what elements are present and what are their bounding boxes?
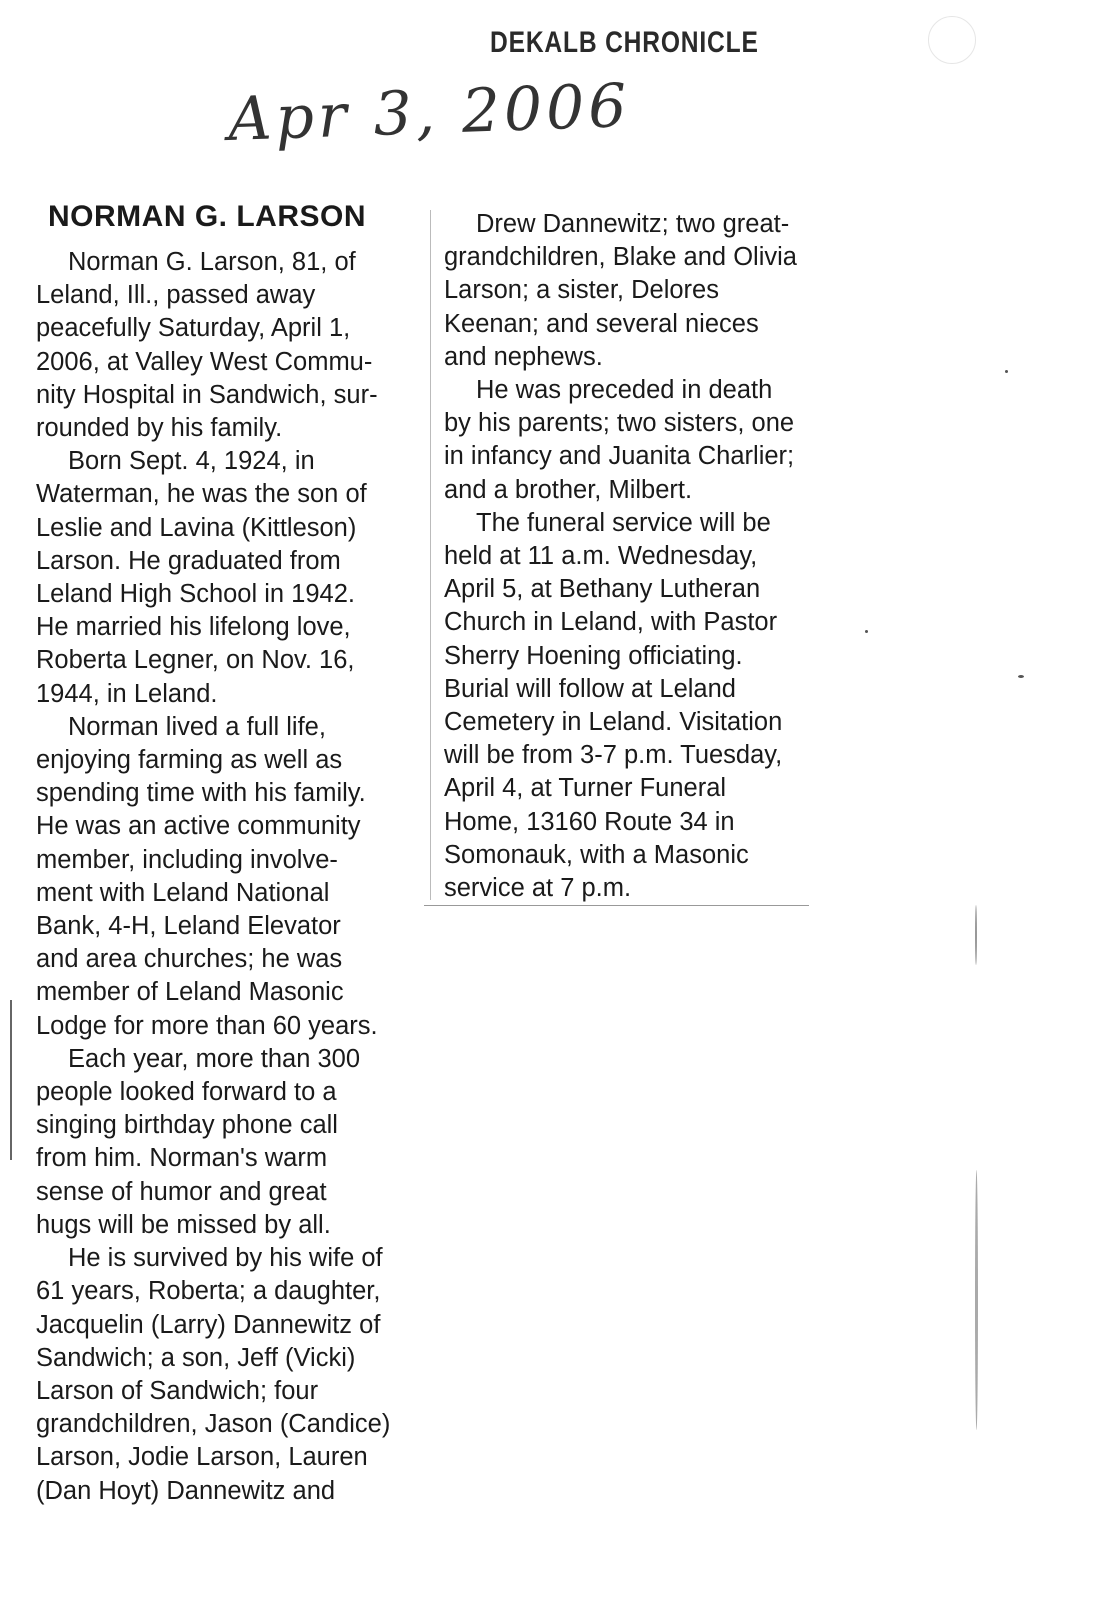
text-line: and a brother, Milbert.	[444, 475, 693, 504]
text-line: will be from 3-7 p.m. Tuesday,	[444, 741, 783, 770]
text-line: Roberta Legner, on Nov. 16,	[36, 646, 355, 675]
article-column-2	[444, 208, 824, 905]
text-line: people looked forward to a	[36, 1078, 337, 1107]
text-line: Larson. He graduated from	[36, 546, 341, 575]
text-line: singing birthday phone call	[36, 1111, 338, 1140]
text-line: enjoying farming as well as	[36, 746, 343, 775]
text-line: Burial will follow at Leland	[444, 674, 736, 703]
text-line: Leland, Ill., passed away	[36, 281, 316, 310]
paragraph	[36, 246, 406, 445]
text-line: nity Hospital in Sandwich, sur-	[36, 380, 378, 409]
scan-speck	[1005, 370, 1008, 373]
text-line: Norman lived a full life,	[68, 712, 326, 741]
clipping-edge-left	[10, 1000, 12, 1160]
article-column-1	[36, 246, 406, 1508]
text-line: ment with Leland National	[36, 878, 330, 907]
text-line: Bank, 4-H, Leland Elevator	[36, 912, 341, 941]
text-line: 61 years, Roberta; a daughter,	[36, 1277, 381, 1306]
text-line: Somonauk, with a Masonic	[444, 840, 749, 869]
text-line: member, including involve-	[36, 845, 338, 874]
text-line: April 4, at Turner Funeral	[444, 774, 727, 803]
text-line: Jacquelin (Larry) Dannewitz of	[36, 1310, 381, 1339]
text-line: grandchildren, Blake and Olivia	[444, 243, 797, 272]
paragraph	[36, 1043, 406, 1242]
text-line: The funeral service will be	[476, 508, 771, 537]
scan-speck	[1018, 675, 1024, 678]
publication-name: DEKALB CHRONICLE	[490, 26, 759, 59]
text-line: Leslie and Lavina (Kittleson)	[36, 513, 357, 542]
text-line: Leland High School in 1942.	[36, 580, 355, 609]
text-line: (Dan Hoyt) Dannewitz and	[36, 1476, 336, 1505]
text-line: Lodge for more than 60 years.	[36, 1011, 378, 1040]
text-line: He was an active community	[36, 812, 361, 841]
text-line: Home, 13160 Route 34 in	[444, 807, 735, 836]
text-line: in infancy and Juanita Charlier;	[444, 442, 795, 471]
scan-speck	[975, 1170, 978, 1430]
text-line: Drew Dannewitz; two great-	[476, 210, 790, 238]
text-line: He married his lifelong love,	[36, 613, 351, 642]
text-line: Sandwich; a son, Jeff (Vicki)	[36, 1343, 356, 1372]
text-line: hugs will be missed by all.	[36, 1210, 331, 1239]
text-line: Norman G. Larson, 81, of	[68, 248, 356, 276]
text-line: Keenan; and several nieces	[444, 309, 759, 338]
paragraph	[36, 711, 406, 1043]
text-line: Each year, more than 300	[68, 1044, 361, 1073]
text-line: from him. Norman's warm	[36, 1144, 328, 1173]
text-line: grandchildren, Jason (Candice)	[36, 1410, 391, 1439]
paragraph	[36, 445, 406, 711]
text-line: He is survived by his wife of	[68, 1244, 383, 1273]
text-line: held at 11 a.m. Wednesday,	[444, 542, 758, 571]
text-line: Larson, Jodie Larson, Lauren	[36, 1443, 368, 1472]
paragraph	[444, 374, 824, 507]
text-line: member of Leland Masonic	[36, 978, 344, 1007]
stamp-circle	[928, 16, 976, 64]
paragraph	[444, 507, 824, 905]
text-line: Sherry Hoening officiating.	[444, 641, 743, 670]
column-divider	[430, 210, 431, 900]
text-line: service at 7 p.m.	[444, 874, 632, 903]
text-line: Waterman, he was the son of	[36, 480, 367, 509]
text-line: Born Sept. 4, 1924, in	[68, 447, 315, 476]
text-line: rounded by his family.	[36, 414, 283, 443]
text-line: Larson of Sandwich; four	[36, 1376, 319, 1405]
text-line: and area churches; he was	[36, 945, 343, 974]
text-line: and nephews.	[444, 342, 603, 371]
text-line: sense of humor and great	[36, 1177, 327, 1206]
handwritten-date: Apr 3, 2006	[226, 70, 632, 156]
text-line: He was preceded in death	[476, 376, 773, 405]
text-line: April 5, at Bethany Lutheran	[444, 575, 761, 604]
text-line: by his parents; two sisters, one	[444, 409, 795, 438]
obituary-title: NORMAN G. LARSON	[48, 200, 366, 233]
text-line: peacefully Saturday, April 1,	[36, 314, 351, 343]
text-line: 1944, in Leland.	[36, 679, 218, 708]
text-line: Larson; a sister, Delores	[444, 276, 719, 305]
paragraph	[444, 208, 824, 374]
text-line: Cemetery in Leland. Visitation	[444, 708, 783, 737]
text-line: 2006, at Valley West Commu-	[36, 347, 373, 376]
scan-speck	[975, 905, 977, 965]
text-line: spending time with his family.	[36, 779, 366, 808]
text-line: Church in Leland, with Pastor	[444, 608, 778, 637]
scan-speck	[865, 630, 868, 633]
paragraph	[36, 1242, 406, 1508]
